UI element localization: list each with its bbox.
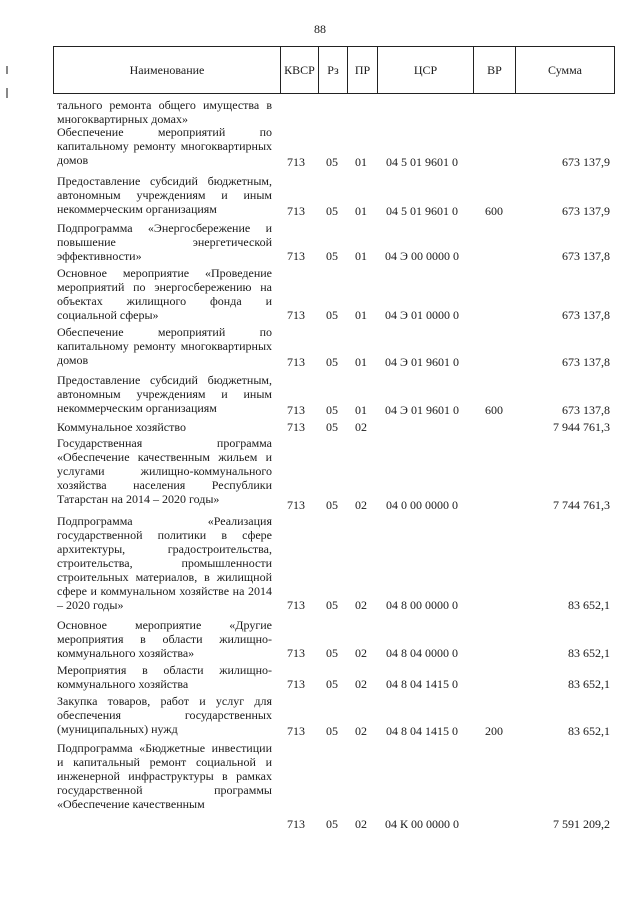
row-pr: 01: [355, 155, 367, 169]
row-pr: 02: [355, 646, 367, 660]
row-pr: 01: [355, 308, 367, 322]
margin-mark: [6, 88, 8, 98]
table-row: [53, 373, 615, 417]
table-row: [53, 694, 615, 738]
row-pr: 02: [355, 420, 367, 434]
page-number: 88: [314, 22, 326, 36]
row-rz: 05: [326, 155, 338, 169]
row-rz: 05: [326, 646, 338, 660]
row-csr: 04 8 04 1415 0: [386, 677, 458, 691]
row-csr: 04 8 04 1415 0: [386, 724, 458, 738]
row-pr: 01: [355, 204, 367, 218]
table-row: [53, 266, 615, 322]
row-rz: 05: [326, 817, 338, 831]
row-name: Обеспечение мероприятий по капитальному ремонту многоквартирных домов: [57, 325, 272, 367]
table-row: [53, 741, 615, 831]
column-header-vr: ВР: [473, 47, 515, 93]
row-rz: 05: [326, 724, 338, 738]
row-name: Предоставление субсидий бюджетным, автономным учреждениям и иным некоммерческим организациям: [57, 373, 272, 415]
row-kvsr: 713: [287, 677, 305, 691]
column-header-sum: Сумма: [515, 47, 614, 93]
row-kvsr: 713: [287, 817, 305, 831]
column-header-csr: ЦСР: [377, 47, 473, 93]
row-vr: 600: [485, 204, 503, 218]
row-sum: 83 652,1: [568, 646, 610, 660]
column-header-pr: ПР: [347, 47, 377, 93]
row-csr: 04 Э 01 9601 0: [385, 355, 459, 369]
row-sum: 673 137,8: [562, 355, 610, 369]
row-csr: 04 0 00 0000 0: [386, 498, 458, 512]
column-header-rz: Рз: [318, 47, 347, 93]
row-name: Мероприятия в области жилищно-коммунального хозяйства: [57, 663, 272, 691]
row-sum: 673 137,8: [562, 403, 610, 417]
table-row: [53, 436, 615, 512]
row-pr: 01: [355, 355, 367, 369]
row-sum: 83 652,1: [568, 724, 610, 738]
row-sum: 7 591 209,2: [553, 817, 610, 831]
row-csr: 04 8 00 0000 0: [386, 598, 458, 612]
table-row: [53, 174, 615, 218]
row-csr: 04 Э 01 9601 0: [385, 403, 459, 417]
row-name: Закупка товаров, работ и услуг для обеспечения государственных (муниципальных) нужд: [57, 694, 272, 736]
row-kvsr: 713: [287, 204, 305, 218]
column-header-name: Наименование: [129, 63, 205, 77]
row-pr: 02: [355, 817, 367, 831]
row-kvsr: 713: [287, 249, 305, 263]
row-rz: 05: [326, 598, 338, 612]
row-sum: 83 652,1: [568, 598, 610, 612]
row-sum: 673 137,8: [562, 249, 610, 263]
row-rz: 05: [326, 355, 338, 369]
row-name: тального ремонта общего имущества в многоквартирных домах»: [57, 98, 272, 126]
row-name: Подпрограмма «Бюджетные инвестиции и капитальный ремонт социальной и инженерной инфраструктуры в рамках государственной программы «Обеспечение качественным: [57, 741, 272, 811]
row-kvsr: 713: [287, 355, 305, 369]
row-rz: 05: [326, 498, 338, 512]
row-kvsr: 713: [287, 724, 305, 738]
row-kvsr: 713: [287, 646, 305, 660]
row-name: Основное мероприятие «Другие мероприятия в области жилищно-коммунального хозяйства»: [57, 618, 272, 660]
row-pr: 02: [355, 677, 367, 691]
row-sum: 673 137,8: [562, 308, 610, 322]
row-rz: 05: [326, 204, 338, 218]
table-row: [53, 221, 615, 263]
row-pr: 01: [355, 403, 367, 417]
row-csr: 04 5 01 9601 0: [386, 155, 458, 169]
row-kvsr: 713: [287, 598, 305, 612]
row-pr: 02: [355, 498, 367, 512]
row-rz: 05: [326, 420, 338, 434]
row-csr: 04 К 00 0000 0: [384, 817, 459, 831]
row-sum: 7 744 761,3: [553, 498, 610, 512]
table-row: [53, 98, 615, 126]
row-rz: 05: [326, 308, 338, 322]
row-csr: 04 Э 01 0000 0: [385, 308, 459, 322]
margin-mark: [6, 66, 8, 74]
row-sum: 7 944 761,3: [553, 420, 610, 434]
row-name: Подпрограмма «Энергосбережение и повышение энергетической эффективности»: [57, 221, 272, 263]
row-rz: 05: [326, 677, 338, 691]
row-name: Обеспечение мероприятий по капитальному ремонту многоквартирных домов: [57, 125, 272, 167]
table-row: [53, 420, 615, 434]
row-name: Подпрограмма «Реализация государственной политики в сфере архитектуры, градостроительства, строительства, промышленности строительных материалов, в жилищной сфере и коммунальном хозяйстве на 2014 – 2020 годы»: [57, 514, 272, 612]
row-vr: 600: [485, 403, 503, 417]
column-header-kvsr: КВСР: [280, 47, 318, 93]
row-pr: 02: [355, 598, 367, 612]
row-kvsr: 713: [287, 420, 305, 434]
row-sum: 83 652,1: [568, 677, 610, 691]
row-csr: 04 5 01 9601 0: [386, 204, 458, 218]
table-row: [53, 325, 615, 369]
table-row: [53, 663, 615, 691]
row-csr: 04 Э 00 0000 0: [385, 249, 459, 263]
row-pr: 01: [355, 249, 367, 263]
row-sum: 673 137,9: [562, 155, 610, 169]
row-name: Предоставление субсидий бюджетным, автономным учреждениям и иным некоммерческим организациям: [57, 174, 272, 216]
table-row: [53, 618, 615, 660]
row-name: Коммунальное хозяйство: [57, 420, 186, 434]
table-row: [53, 125, 615, 169]
row-kvsr: 713: [287, 498, 305, 512]
row-rz: 05: [326, 403, 338, 417]
row-name: Государственная программа «Обеспечение качественным жильем и услугами жилищно-коммунального хозяйства населения Республики Татарстан на 2014 – 2020 годы»: [57, 436, 272, 506]
row-kvsr: 713: [287, 403, 305, 417]
row-sum: 673 137,9: [562, 204, 610, 218]
row-rz: 05: [326, 249, 338, 263]
row-vr: 200: [485, 724, 503, 738]
row-kvsr: 713: [287, 155, 305, 169]
table-header: [53, 46, 615, 94]
row-name: Основное мероприятие «Проведение мероприятий по энергосбережению на объектах жилищного фонда и социальной сферы»: [57, 266, 272, 322]
row-kvsr: 713: [287, 308, 305, 322]
row-csr: 04 8 04 0000 0: [386, 646, 458, 660]
table-row: [53, 514, 615, 612]
row-pr: 02: [355, 724, 367, 738]
